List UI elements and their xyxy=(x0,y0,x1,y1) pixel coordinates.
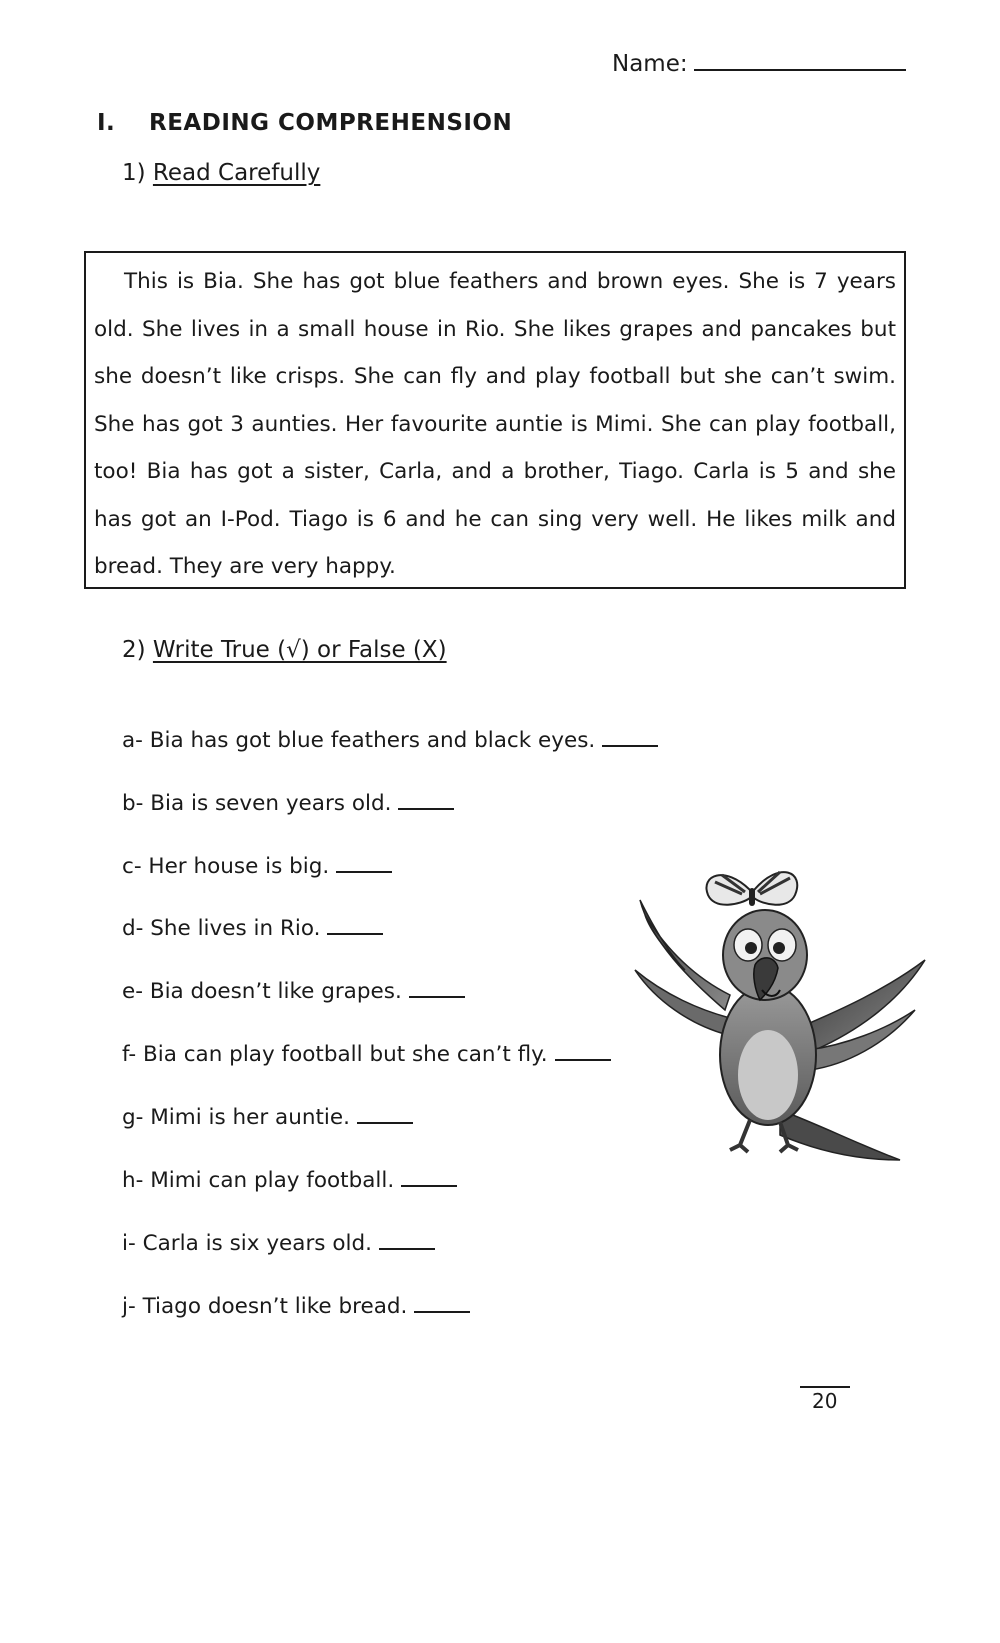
answer-blank[interactable] xyxy=(409,978,465,998)
question-item xyxy=(122,1167,457,1193)
parrot-with-butterfly-icon xyxy=(630,860,930,1170)
question-item xyxy=(122,1104,413,1130)
answer-blank[interactable] xyxy=(555,1041,611,1061)
answer-blank[interactable] xyxy=(398,790,454,810)
part2-heading xyxy=(122,637,447,663)
question-text: a- Bia has got blue feathers and black eyes. xyxy=(122,728,596,753)
question-text: e- Bia doesn’t like grapes. xyxy=(122,979,402,1004)
question-text: j- Tiago doesn’t like bread. xyxy=(122,1294,408,1319)
section-number: I. xyxy=(97,110,116,136)
answer-blank[interactable] xyxy=(602,727,658,747)
part1-number: 1) xyxy=(122,160,146,186)
question-text: h- Mimi can play football. xyxy=(122,1168,395,1193)
name-label: Name: xyxy=(612,51,688,77)
question-text: i- Carla is six years old. xyxy=(122,1231,372,1256)
part1-heading xyxy=(122,160,320,186)
answer-blank[interactable] xyxy=(414,1293,470,1313)
question-item xyxy=(122,1041,611,1067)
question-item xyxy=(122,915,383,941)
question-text: g- Mimi is her auntie. xyxy=(122,1105,350,1130)
section-title: READING COMPREHENSION xyxy=(149,110,513,136)
answer-blank[interactable] xyxy=(327,915,383,935)
score-line xyxy=(800,1386,850,1388)
question-text: d- She lives in Rio. xyxy=(122,916,321,941)
answer-blank[interactable] xyxy=(401,1167,457,1187)
section-heading xyxy=(97,110,512,136)
name-blank-line[interactable] xyxy=(694,47,906,71)
question-item xyxy=(122,1230,435,1256)
part2-number: 2) xyxy=(122,637,146,663)
question-item xyxy=(122,790,454,816)
answer-blank[interactable] xyxy=(336,853,392,873)
question-text: f- Bia can play football but she can’t fly. xyxy=(122,1042,548,1067)
reading-passage-box xyxy=(84,251,906,589)
answer-blank[interactable] xyxy=(357,1104,413,1124)
question-item xyxy=(122,978,465,1004)
part2-title: Write True (√) or False (X) xyxy=(152,637,447,663)
part1-title: Read Carefully xyxy=(152,160,321,186)
name-field xyxy=(612,47,906,77)
reading-passage: This is Bia. She has got blue feathers and brown eyes. She is 7 years old. She lives in a small house in Rio. She likes grapes and pancakes but she doesn’t like crisps. She can fly and play football but she can’t swim. She has got 3 aunties. Her favourite auntie is Mimi. She can play football, too! Bia has got a sister, Carla, and a brother, Tiago. Carla is 5 and she has got an I-Pod. Tiago is 6 and he can sing very well. He likes milk and bread. They are very happy. xyxy=(94,269,896,579)
butterfly-icon xyxy=(706,872,797,906)
question-text: c- Her house is big. xyxy=(122,854,330,879)
answer-blank[interactable] xyxy=(379,1230,435,1250)
question-item xyxy=(122,1293,470,1319)
question-item xyxy=(122,853,392,879)
question-text: b- Bia is seven years old. xyxy=(122,791,392,816)
question-item xyxy=(122,727,658,753)
score-total: 20 xyxy=(812,1389,838,1413)
